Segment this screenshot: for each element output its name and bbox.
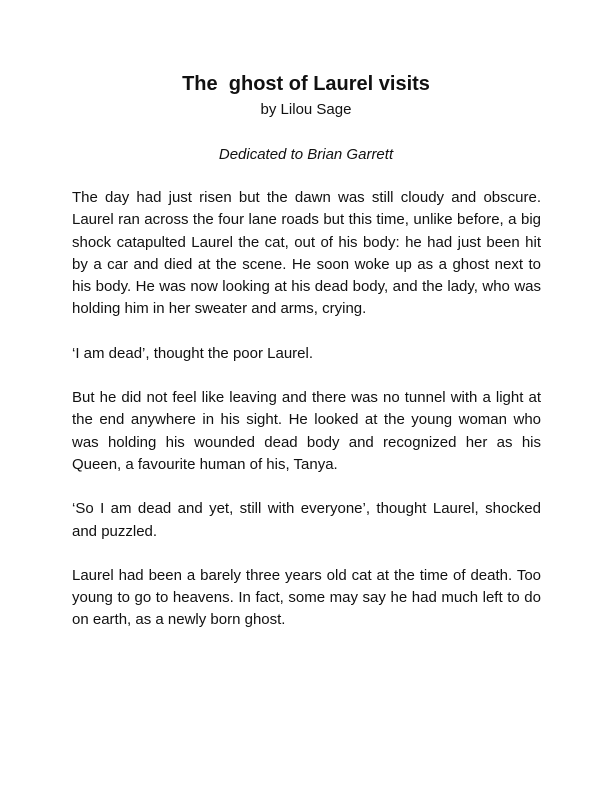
story-paragraph-5: Laurel had been a barely three years old cat at the time of death. Too young to go to heavens. In fact, some may say he had much left to do on earth, as a newly born ghost.: [72, 566, 541, 629]
dedication-line: Dedicated to Brian Garrett: [218, 146, 394, 163]
author-byline: by Lilou Sage: [260, 101, 352, 118]
story-body: [72, 187, 541, 654]
story-paragraph-4: ‘So I am dead and yet, still with everyone’, thought Laurel, shocked and puzzled.: [72, 500, 541, 540]
document-title: The ghost of Laurel visits: [182, 73, 430, 95]
story-paragraph-1: The day had just risen but the dawn was still cloudy and obscure. Laurel ran across the four lane roads but this time, unlike before, a big shock catapulted Laurel the cat, out of his body: he had just been hit by a car and died at the scene. He soon woke up as a ghost next to his body. He was now looking at his dead body, and the lady, who was holding him in her sweater and arms, crying.: [72, 189, 541, 318]
story-paragraph-3: But he did not feel like leaving and there was no tunnel with a light at the end anywhere in his sight. He looked at the young woman who was holding his wounded dead body and recognized her as his Queen, a favourite human of his, Tanya.: [72, 389, 541, 473]
story-paragraph-2: ‘I am dead’, thought the poor Laurel.: [72, 344, 313, 362]
